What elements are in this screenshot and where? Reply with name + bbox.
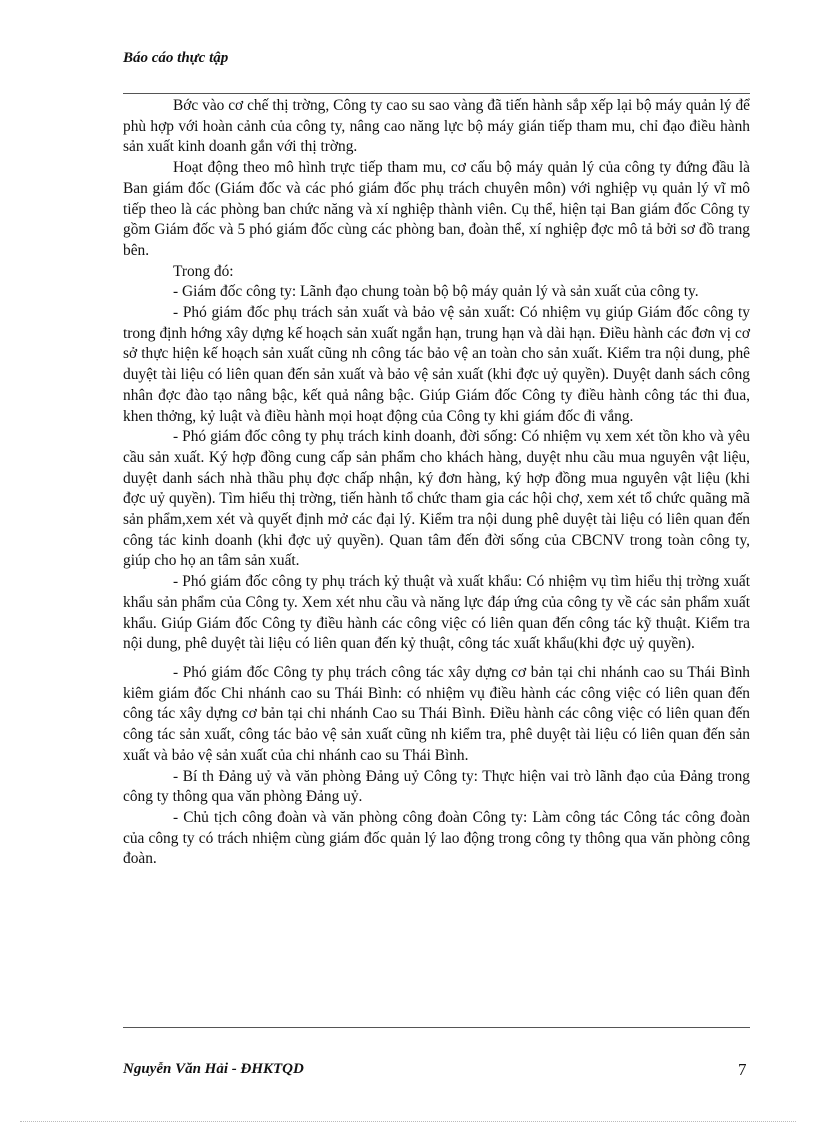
paragraph: Hoạt động theo mô hình trực tiếp tham mu, cơ cấu bộ máy quản lý của công ty đứng đầu là Ban giám đốc (Giám đốc và các phó giám đốc phụ trách chuyên môn) với nghiệp vụ quản lý vĩ mô tiếp theo là các phòng ban chức năng và xí nghiệp thành viên. Cụ thể, hiện tại Ban giám đốc Công ty gồm Giám đốc và 5 phó giám đốc cùng các phòng ban, đoàn thể, xí nghiệp đợc mô tả bởi sơ đồ trang bên. — [123, 159, 750, 259]
paragraph: - Bí th Đảng uỷ và văn phòng Đảng uỷ Công ty: Thực hiện vai trò lãnh đạo của Đảng trong công ty thông qua văn phòng Đảng uỷ. — [123, 767, 750, 806]
header-rule — [123, 93, 750, 94]
footer-author: Nguyễn Văn Hải - ĐHKTQD — [123, 1061, 304, 1077]
paragraph: - Phó giám đốc Công ty phụ trách công tác xây dựng cơ bản tại chi nhánh cao su Thái Bình kiêm giám đốc Chi nhánh cao su Thái Bình: có nhiệm vụ điều hành các công việc có liên quan đến công tác xây dựng cơ bản tại chi nhánh Cao su Thái Bình. Điều hành các công việc có liên quan đến công tác sản xuất, công tác bảo vệ sản xuất cũng nh kiểm tra, phê duyệt tài liệu có liên quan đến sản xuất và bảo vệ sản xuất của chi nhánh cao su Thái Bình. — [123, 663, 750, 764]
paragraph: - Phó giám đốc công ty phụ trách kinh doanh, đời sống: Có nhiệm vụ xem xét tồn kho và yêu cầu sản xuất. Ký hợp đồng cung cấp sản phẩm cho khách hàng, duyệt nhu cầu mua nguyên vật liệu, duyệt danh sách nhà thầu phụ đợc chấp nhận, ký đơn hàng, ký hợp đồng mua nguyên vật liệu (khi đợc uỷ quyền). Tìm hiểu thị trờng, tiến hành tổ chức tham gia các hội chợ, xem xét tổ chức quãng mã sản phẩm,xem xét và quyết định mở các đại lý. Kiểm tra nội dung phê duyệt tài liệu có liên quan đến công tác kinh doanh (khi đợc uỷ quyền). Quan tâm đến đời sống của CBCNV trong toàn công ty, giúp cho họ an tâm sản xuất. — [123, 428, 750, 570]
document-body — [123, 96, 750, 870]
paragraph: - Phó giám đốc công ty phụ trách kỷ thuật và xuất khẩu: Có nhiệm vụ tìm hiểu thị trờng xuất khẩu sản phẩm của Công ty. Xem xét nhu cầu và năng lực đáp ứng của công ty về các sản phẩm xuất khẩu. Giúp Giám đốc Công ty điều hành các công việc có liên quan đến công tác kỹ thuật. Kiểm tra nội dung, phê duyệt tài liệu có liên quan đến kỷ thuật, công tác xuất khẩu(khi đợc uỷ quyền). — [123, 573, 750, 653]
paragraph: - Giám đốc công ty: Lãnh đạo chung toàn bộ bộ máy quản lý và sản xuất của công ty. — [173, 283, 699, 301]
paragraph: Trong đó: — [173, 262, 234, 280]
paragraph: Bớc vào cơ chế thị trờng, Công ty cao su sao vàng đã tiến hành sắp xếp lại bộ máy quản lý để phù hợp với hoàn cảnh của công ty, nâng cao năng lực bộ máy gián tiếp tham mu, chỉ đạo điều hành sản xuất kinh doanh gắn với thị trờng. — [123, 97, 750, 156]
paragraph: - Phó giám đốc phụ trách sản xuất và bảo vệ sản xuất: Có nhiệm vụ giúp Giám đốc công ty trong định hớng xây dựng kế hoạch sản xuất ngắn hạn, trung hạn và dài hạn. Điều hành các đơn vị cơ sở thực hiện kế hoạch sản xuất cũng nh công tác bảo vệ an toàn cho sản xuất. Kiểm tra nội dung, phê duyệt tài liệu có liên quan đến sản xuất và bảo vệ sản xuất (khi đợc uỷ quyền). Duyệt danh sách công nhân đợc đào tạo nâng bậc, kết quả nâng bậc. Giúp Giám đốc Công ty điều hành công tác thi đua, khen thởng, kỷ luật và điều hành mọi hoạt động của Công ty khi giám đốc đi vắng. — [123, 304, 750, 425]
page-number: 7 — [738, 1060, 747, 1079]
footer-rule — [123, 1027, 750, 1028]
header-title: Báo cáo thực tập — [123, 50, 229, 66]
paragraph: - Chủ tịch công đoàn và văn phòng công đoàn Công ty: Làm công tác Công tác công đoàn của công ty có trách nhiệm cùng giám đốc quản lý lao động trong công ty thông qua văn phòng công đoàn. — [123, 808, 750, 868]
page-bottom-border — [20, 1121, 796, 1122]
